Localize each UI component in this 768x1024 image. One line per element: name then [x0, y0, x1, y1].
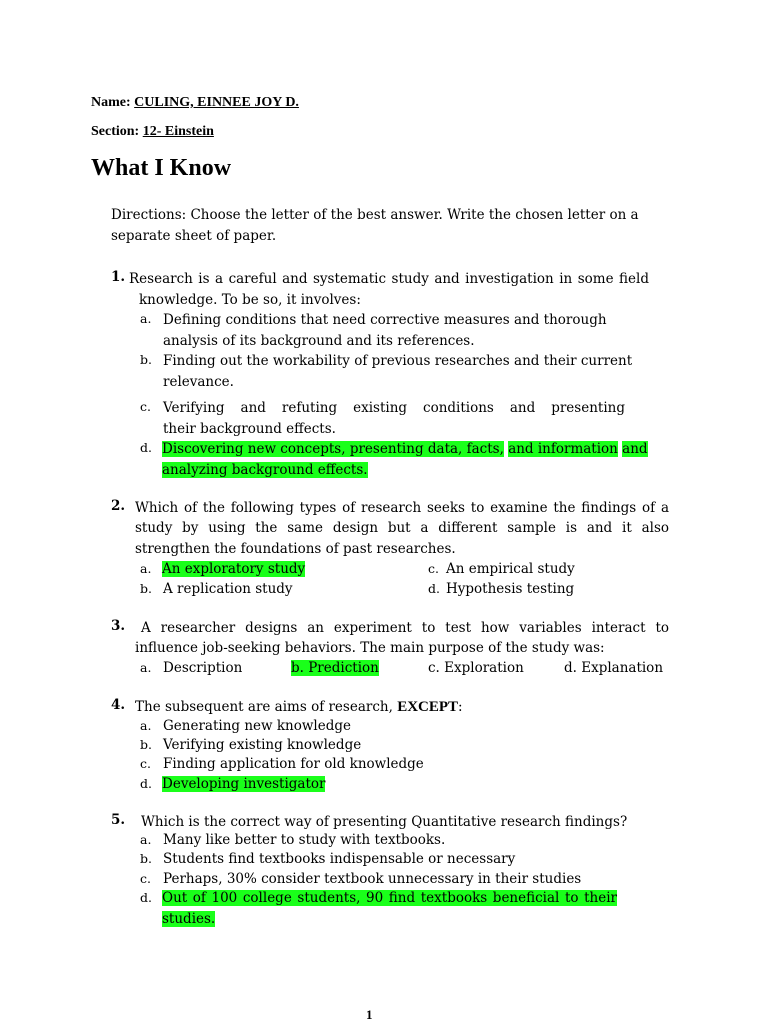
q2-stem-line-1: Which of the following types of research seeks to examine the findings of a [135, 500, 669, 516]
q1-d-text-a: Discovering new concepts, presenting data, facts, [162, 441, 504, 457]
q4-a-letter: a. [140, 718, 152, 733]
q1-b-line-2: relevance. [163, 374, 234, 390]
q3-b-option [291, 658, 379, 679]
q2-a-letter: a. [140, 561, 152, 576]
q1-d-line-2 [162, 460, 368, 481]
name-value: CULING, EINNEE JOY D. [134, 95, 299, 110]
q3-d-text: d. Explanation [564, 660, 664, 676]
q1-b-line-1: Finding out the workability of previous researches and their current [163, 353, 633, 369]
q1-stem-line-1: Research is a careful and systematic study and investigation in some field [129, 271, 649, 287]
q3-a-text: Description [163, 660, 243, 676]
q4-colon: : [458, 699, 463, 715]
q4-c-text: Finding application for old knowledge [163, 756, 424, 772]
q4-d-option [162, 774, 325, 795]
q3-stem-line-1: A researcher designs an experiment to test how variables interact to [141, 620, 669, 636]
q3-c-text: c. Exploration [428, 660, 524, 676]
q4-number: 4. [111, 697, 126, 713]
q1-stem-line-2: knowledge. To be so, it involves: [139, 292, 361, 308]
q3-a-letter: a. [140, 660, 152, 675]
q4-d-letter: d. [140, 776, 152, 791]
q5-d-letter: d. [140, 890, 152, 905]
name-line [91, 95, 299, 111]
q5-d-line-2 [162, 909, 215, 930]
name-label: Name: [91, 95, 131, 110]
q1-d-text-b: and information [508, 441, 618, 457]
q4-b-letter: b. [140, 737, 152, 752]
q1-d-text-d: analyzing background effects. [162, 462, 368, 478]
q4-d-text: Developing investigator [162, 776, 326, 792]
section-line [91, 124, 214, 140]
q1-number: 1. [111, 269, 126, 285]
directions-line-1: Directions: Choose the letter of the best answer. Write the chosen letter on a [111, 207, 639, 223]
q2-stem-line-2: study by using the same design but a different sample is and it also [135, 520, 669, 536]
q4-c-letter: c. [140, 756, 151, 771]
q1-c-line-2: their background effects. [163, 421, 336, 437]
q2-b-letter: b. [140, 581, 152, 596]
q3-b-text: b. Prediction [291, 660, 379, 676]
q1-c-line-1: Verifying and refuting existing conditions and presenting [163, 400, 625, 416]
q4-stem-line-1 [135, 697, 463, 718]
q3-number: 3. [111, 618, 126, 634]
q1-a-line-2: analysis of its background and its references. [163, 333, 475, 349]
q5-c-letter: c. [140, 871, 151, 886]
q5-d-line-1 [162, 888, 617, 909]
q4-except: EXCEPT [397, 699, 459, 715]
q4-b-text: Verifying existing knowledge [163, 737, 362, 753]
q1-d-text-c: and [622, 441, 648, 457]
q1-c-letter: c. [140, 399, 151, 414]
q2-d-letter: d. [428, 581, 440, 596]
q5-d-text-2: studies. [162, 911, 216, 927]
q5-d-text-1: Out of 100 college students, 90 find textbooks beneficial to their [162, 890, 617, 906]
directions-line-2: separate sheet of paper. [111, 228, 277, 244]
q2-number: 2. [111, 498, 126, 514]
q5-a-text: Many like better to study with textbooks. [163, 832, 446, 848]
q5-b-letter: b. [140, 851, 152, 866]
section-value: 12- Einstein [142, 124, 214, 139]
q3-stem-line-2: influence job-seeking behaviors. The main purpose of the study was: [135, 640, 605, 656]
page-title: What I Know [91, 155, 232, 181]
section-label: Section: [91, 124, 140, 139]
q1-a-line-1: Defining conditions that need corrective measures and thorough [163, 312, 607, 328]
q2-a-option [162, 559, 305, 580]
q5-c-text: Perhaps, 30% consider textbook unnecessary in their studies [163, 871, 582, 887]
q1-a-letter: a. [140, 311, 152, 326]
q5-b-text: Students find textbooks indispensable or necessary [163, 851, 516, 867]
q1-d-letter: d. [140, 440, 152, 455]
q2-c-letter: c. [428, 561, 439, 576]
q4-stem-text: The subsequent are aims of research, [135, 699, 393, 715]
q2-a-text: An exploratory study [162, 561, 306, 577]
q5-a-letter: a. [140, 832, 152, 847]
q1-b-letter: b. [140, 352, 152, 367]
q2-stem-line-3: strengthen the foundations of past researches. [135, 541, 456, 557]
page-number: 1 [366, 1007, 373, 1022]
q5-stem-line-1: Which is the correct way of presenting Quantitative research findings? [141, 814, 628, 830]
q1-d-line-1 [162, 439, 648, 460]
q2-d-text: Hypothesis testing [446, 581, 575, 597]
q2-c-text: An empirical study [446, 561, 575, 577]
q2-b-text: A replication study [163, 581, 293, 597]
q4-a-text: Generating new knowledge [163, 718, 351, 734]
q5-number: 5. [111, 812, 126, 828]
